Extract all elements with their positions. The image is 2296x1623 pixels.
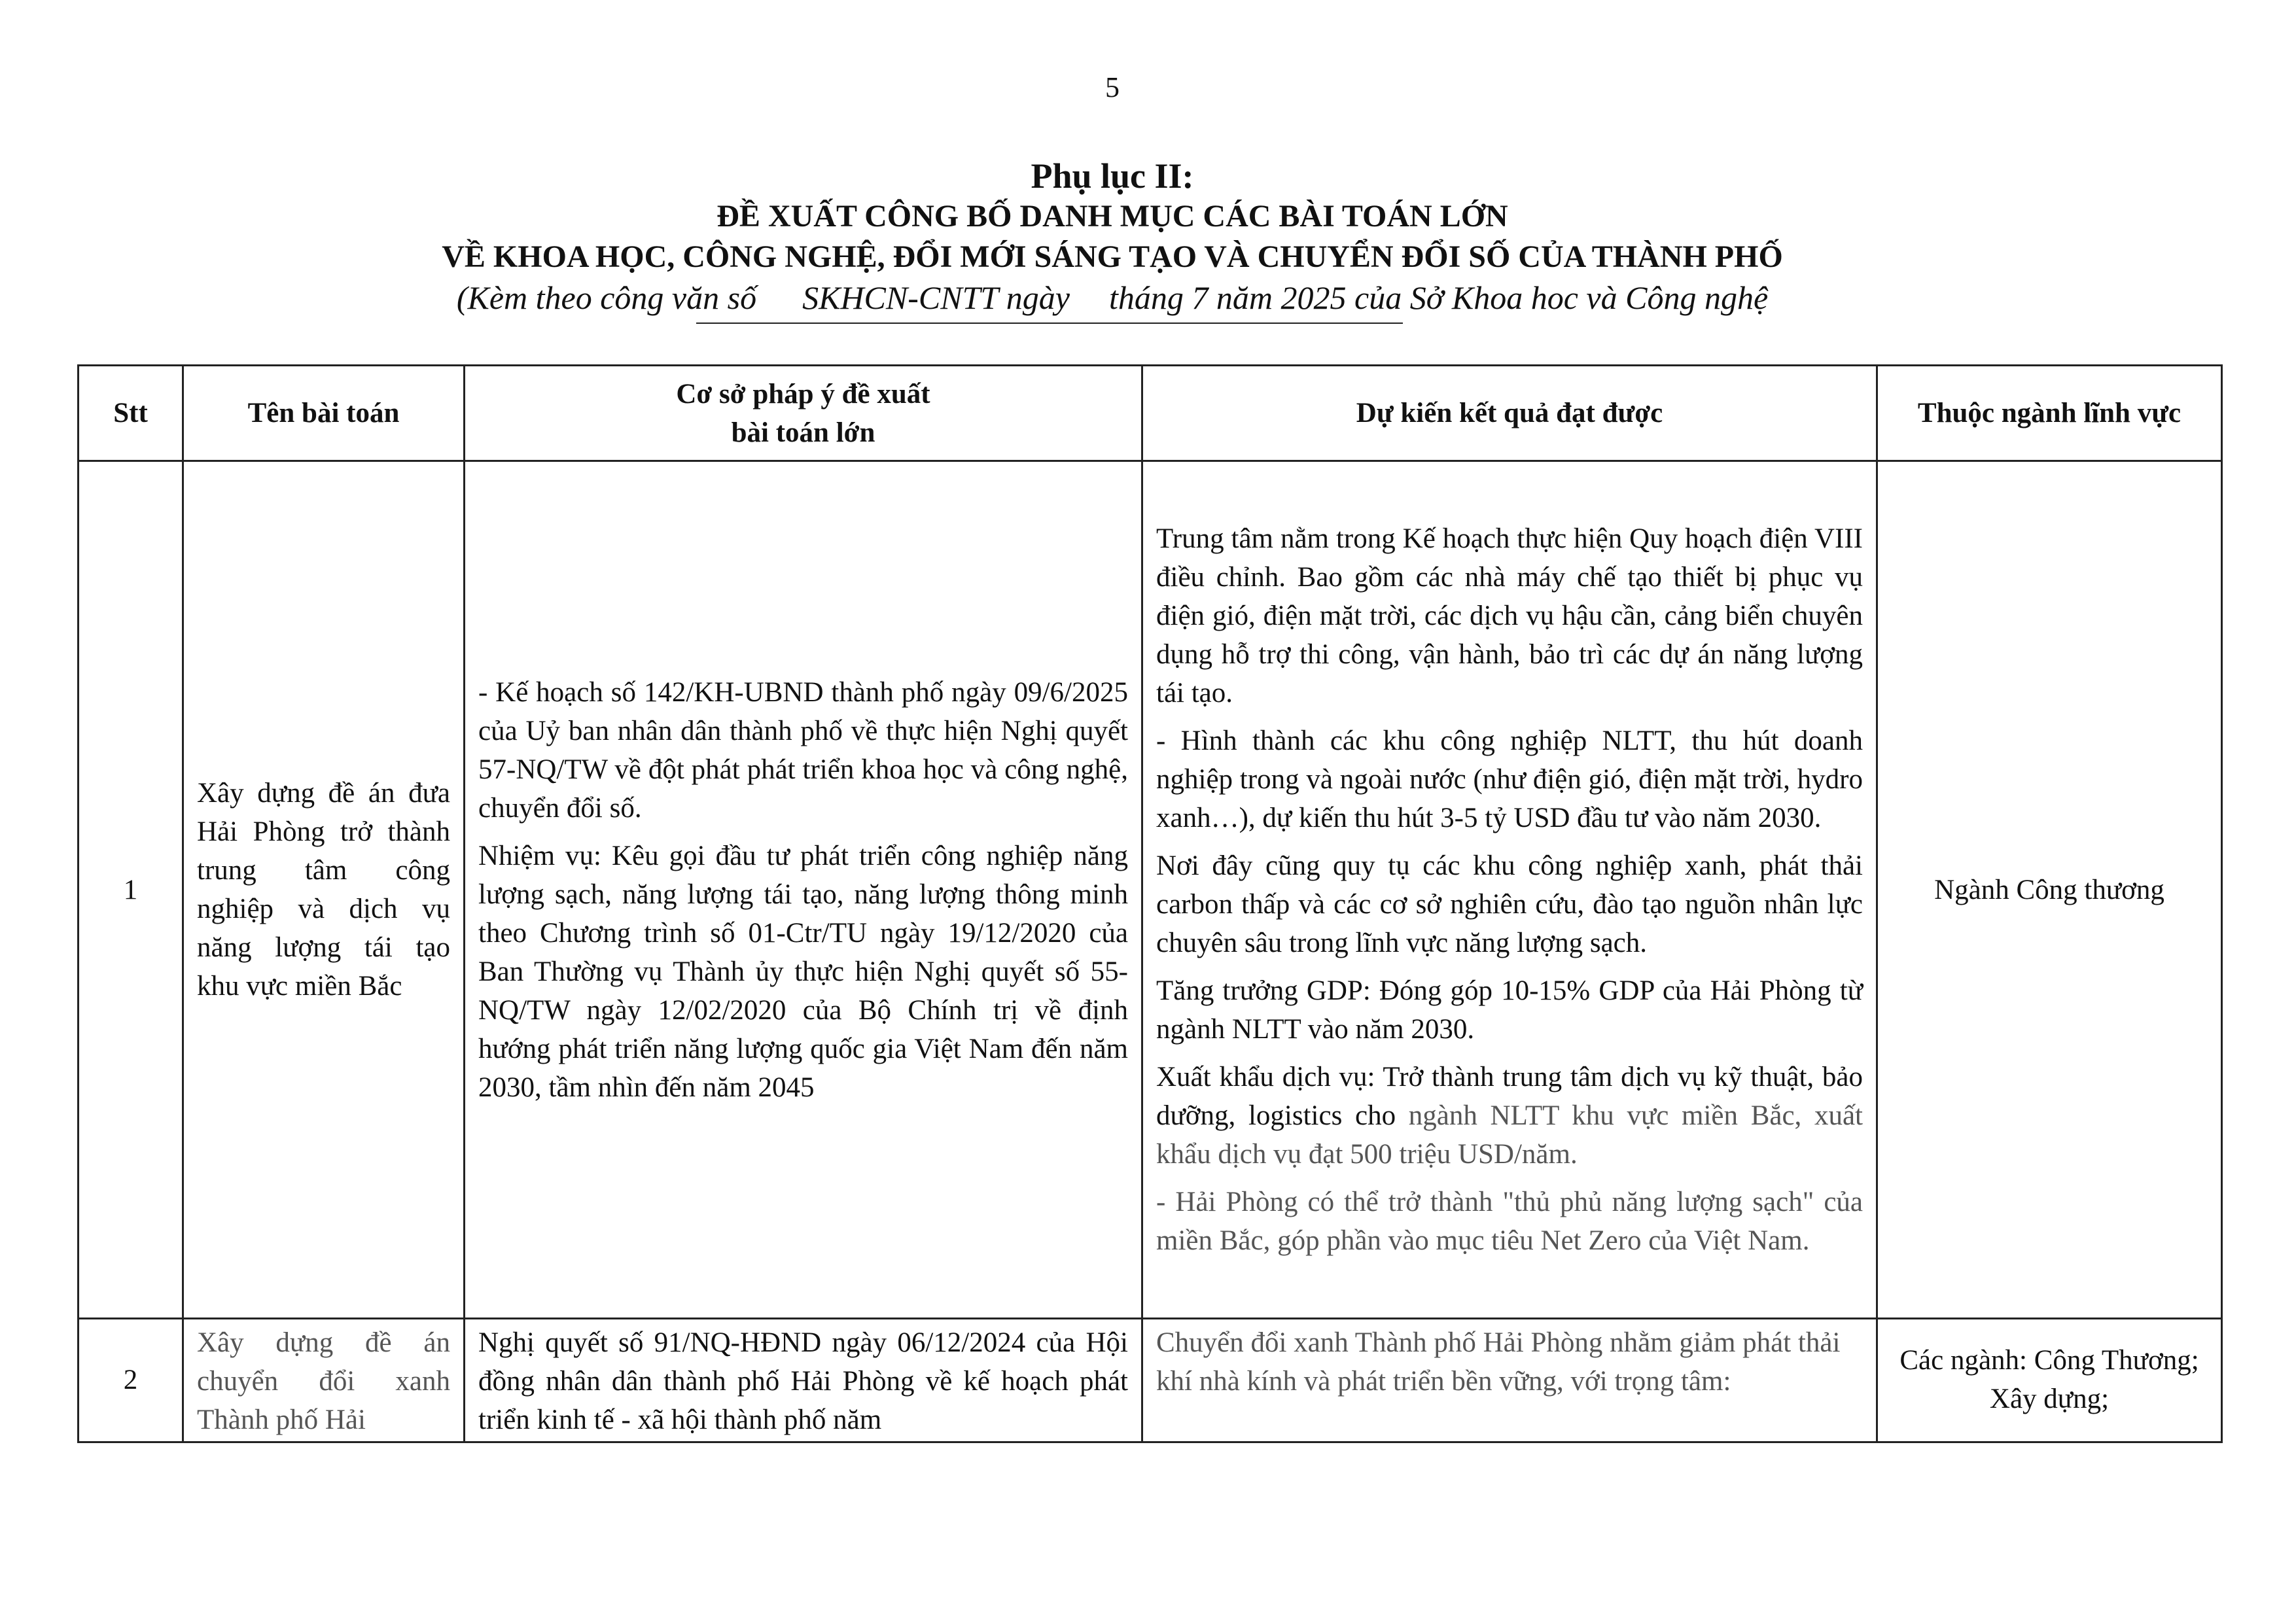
appendix-title: Phụ lục II: [1031, 156, 1194, 196]
row-basis: Nghị quyết số 91/NQ-HĐND ngày 06/12/2024 của Hội đồng nhân dân thành phố Hải Phòng về kế hoạch phát triển kinh tế - xã hội thành phố năm [478, 1327, 1128, 1435]
header-stt: Stt [79, 366, 183, 461]
row-stt: 1 [79, 461, 183, 1319]
table-header-row [79, 366, 2222, 461]
row-name: Xây dựng đề án chuyển đổi xanh Thành phố Hải [197, 1327, 450, 1435]
results-paragraph: Tăng trưởng GDP: Đóng góp 10-15% GDP của Hải Phòng từ ngành NLTT vào năm 2030. [1156, 975, 1863, 1045]
header-basis [465, 366, 1142, 461]
header-results: Dự kiến kết quả đạt được [1142, 366, 1877, 461]
row-stt-cell [79, 1319, 183, 1442]
subtitle [0, 277, 2225, 318]
results-paragraph: Nơi đây cũng quy tụ các khu công nghiệp xanh, phát thải carbon thấp và các cơ sở nghiên cứu, đào tạo nguồn nhân lực chuyên sâu trong lĩnh vực năng lượng sạch. [1156, 850, 1863, 958]
row-basis-cell [465, 1319, 1142, 1442]
header-basis-line-1: Cơ sở pháp ý đề xuất [676, 378, 930, 410]
row-stt: 2 [123, 1364, 138, 1395]
row-sector: Các ngành: Công Thương; Xây dựng; [1899, 1345, 2199, 1414]
header-name: Tên bài toán [183, 366, 465, 461]
basis-paragraph: - Kế hoạch số 142/KH-UBND thành phố ngày 09/6/2025 của Uỷ ban nhân dân thành phố về thực hiện Nghị quyết 57-NQ/TW về đột phát phát triển khoa học và công nghệ, chuyển đổi số. [478, 676, 1128, 824]
results-paragraph [1156, 1058, 1863, 1174]
row-name-cell [183, 1319, 465, 1442]
page-number: 5 [1105, 71, 1120, 103]
document-header [0, 156, 2225, 318]
subtitle-part-a: (Kèm theo công văn số [456, 279, 757, 316]
results-export-part-a: Xuất khẩu dịch vụ: Trở thành trung tâm dịch vụ kỹ thuật, bảo dưỡng, logistics cho [1156, 1062, 1863, 1131]
problems-table [77, 364, 2223, 1443]
subtitle-part-c: tháng 7 năm 2025 của Sở Khoa hoc và Công nghệ [1109, 279, 1769, 316]
header-basis-line-2: bài toán lớn [731, 417, 875, 448]
results-paragraph: Trung tâm nằm trong Kế hoạch thực hiện Quy hoạch điện VIII điều chỉnh. Bao gồm các nhà máy chế tạo thiết bị phục vụ điện gió, điện mặt trời, các dịch vụ hậu cần, cảng biển chuyên dụng hỗ trợ thi công, vận hành, bảo trì các dự án năng lượng tái tạo. [1156, 523, 1863, 708]
row-sector-cell [1877, 1319, 2222, 1442]
row-sector: Ngành Công thương [1877, 461, 2222, 1319]
row-basis [465, 461, 1142, 1319]
row-results-cell [1142, 1319, 1877, 1442]
results-export-part-b: ngành NLTT khu vực miền Bắc, xuất khẩu dịch vụ đạt 500 triệu USD/năm. [1156, 1100, 1863, 1170]
table-row [79, 461, 2222, 1319]
row-results [1142, 461, 1877, 1319]
results-paragraph: - Hình thành các khu công nghiệp NLTT, thu hút doanh nghiệp trong và ngoài nước (như điện gió, điện mặt trời, hydro xanh…), dự kiến thu hút 3-5 tỷ USD đầu tư vào năm 2030. [1156, 725, 1863, 833]
header-sector: Thuộc ngành lĩnh vực [1877, 366, 2222, 461]
table-row [79, 1319, 2222, 1442]
title-line-2: VỀ KHOA HỌC, CÔNG NGHỆ, ĐỔI MỚI SÁNG TẠO VÀ CHUYỂN ĐỔI SỐ CỦA THÀNH PHỐ [442, 239, 1783, 274]
row-results: Chuyển đổi xanh Thành phố Hải Phòng nhằm giảm phát thải khí nhà kính và phát triển bền vững, với trọng tâm: [1156, 1327, 1841, 1397]
basis-paragraph: Nhiệm vụ: Kêu gọi đầu tư phát triển công nghiệp năng lượng sạch, năng lượng tái tạo, năng lượng thông minh theo Chương trình số 01-Ctr/TU ngày 19/12/2020 của Ban Thường vụ Thành ủy thực hiện Nghị quyết số 55-NQ/TW ngày 12/02/2020 của Bộ Chính trị về định hướng phát triển năng lượng quốc gia Việt Nam đến năm 2030, tầm nhìn đến năm 2045 [478, 840, 1128, 1103]
title-line-1: ĐỀ XUẤT CÔNG BỐ DANH MỤC CÁC BÀI TOÁN LỚN [716, 199, 1508, 234]
row-name: Xây dựng đề án đưa Hải Phòng trở thành trung tâm công nghiệp và dịch vụ năng lượng tái tạo khu vực miền Bắc [183, 461, 465, 1319]
subtitle-underline [696, 323, 1403, 324]
results-paragraph: - Hải Phòng có thể trở thành "thủ phủ năng lượng sạch" của miền Bắc, góp phần vào mục tiêu Net Zero của Việt Nam. [1156, 1187, 1863, 1256]
subtitle-part-b: SKHCN-CNTT ngày [802, 279, 1070, 316]
